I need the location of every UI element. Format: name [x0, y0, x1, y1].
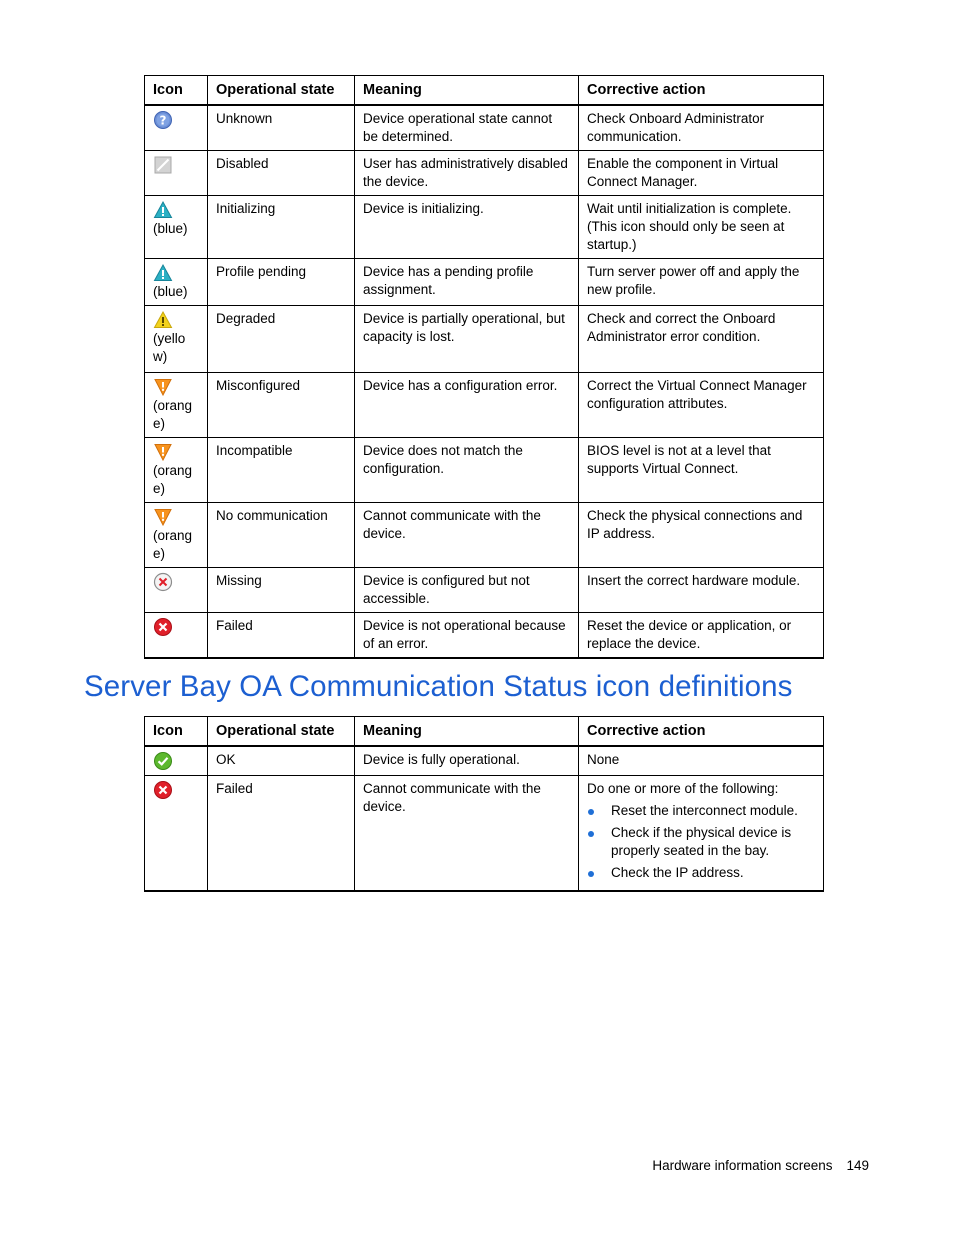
- meaning-cell: Device is not operational because of an error.: [355, 613, 579, 659]
- meaning-cell: Cannot communicate with the device.: [355, 776, 579, 892]
- table-row: [145, 568, 824, 613]
- icon-color-note: (orange): [153, 463, 193, 496]
- warning-triangle-blue-icon: [153, 263, 173, 283]
- action-cell: [579, 776, 824, 892]
- table-row: [145, 105, 824, 151]
- action-cell: Insert the correct hardware module.: [579, 568, 824, 613]
- action-cell: Check Onboard Administrator communication.: [579, 105, 824, 151]
- action-cell: Wait until initialization is complete. (This icon should only be seen at startup.): [579, 196, 824, 259]
- unknown-icon: [153, 110, 173, 130]
- header-meaning: Meaning: [355, 717, 579, 747]
- warning-triangle-yellow-icon: [153, 310, 173, 330]
- meaning-cell: Cannot communicate with the device.: [355, 503, 579, 568]
- page-number: 149: [846, 1158, 869, 1173]
- table-row: [145, 196, 824, 259]
- ok-icon: [153, 751, 173, 771]
- header-corrective-action: Corrective action: [579, 717, 824, 747]
- warning-orange-icon: [153, 507, 173, 527]
- bullet-icon: [588, 831, 594, 837]
- failed-icon: [153, 780, 173, 800]
- list-item: Reset the interconnect module.: [587, 802, 815, 820]
- list-item: Check if the physical device is properly seated in the bay.: [587, 824, 815, 860]
- action-cell: Enable the component in Virtual Connect Manager.: [579, 151, 824, 196]
- state-cell: Disabled: [208, 151, 355, 196]
- state-cell: Failed: [208, 613, 355, 659]
- state-cell: Profile pending: [208, 259, 355, 306]
- icon-color-note: (blue): [153, 284, 188, 299]
- table-row: [145, 613, 824, 659]
- meaning-cell: Device is configured but not accessible.: [355, 568, 579, 613]
- action-cell: Check and correct the Onboard Administrator error condition.: [579, 306, 824, 373]
- warning-triangle-blue-icon: [153, 200, 173, 220]
- state-cell: OK: [208, 746, 355, 776]
- action-list: [587, 802, 815, 882]
- bullet-icon: [588, 871, 594, 877]
- action-cell: BIOS level is not at a level that supports Virtual Connect.: [579, 438, 824, 503]
- state-cell: Initializing: [208, 196, 355, 259]
- status-table: [144, 75, 824, 659]
- bullet-icon: [588, 809, 594, 815]
- header-icon: Icon: [145, 717, 208, 747]
- table-row: [145, 306, 824, 373]
- action-cell: Turn server power off and apply the new profile.: [579, 259, 824, 306]
- table-header-row: [145, 717, 824, 747]
- table-row: [145, 438, 824, 503]
- table-row: [145, 503, 824, 568]
- action-cell: None: [579, 746, 824, 776]
- page-footer: [652, 1158, 869, 1173]
- header-corrective-action: Corrective action: [579, 76, 824, 106]
- state-cell: Incompatible: [208, 438, 355, 503]
- table-header-row: [145, 76, 824, 106]
- meaning-cell: User has administratively disabled the device.: [355, 151, 579, 196]
- meaning-cell: Device is fully operational.: [355, 746, 579, 776]
- warning-orange-icon: [153, 377, 173, 397]
- footer-section-name: Hardware information screens: [652, 1158, 833, 1173]
- table-row: [145, 776, 824, 892]
- disabled-icon: [153, 155, 173, 175]
- state-cell: Misconfigured: [208, 373, 355, 438]
- header-operational-state: Operational state: [208, 717, 355, 747]
- header-operational-state: Operational state: [208, 76, 355, 106]
- warning-orange-icon: [153, 442, 173, 462]
- table-row: [145, 746, 824, 776]
- missing-icon: [153, 572, 173, 592]
- icon-color-note: (blue): [153, 221, 188, 236]
- state-cell: Unknown: [208, 105, 355, 151]
- action-cell: Check the physical connections and IP address.: [579, 503, 824, 568]
- icon-color-note: (orange): [153, 398, 193, 431]
- action-cell: Correct the Virtual Connect Manager configuration attributes.: [579, 373, 824, 438]
- meaning-cell: Device operational state cannot be determined.: [355, 105, 579, 151]
- meaning-cell: Device has a pending profile assignment.: [355, 259, 579, 306]
- header-icon: Icon: [145, 76, 208, 106]
- meaning-cell: Device does not match the configuration.: [355, 438, 579, 503]
- state-cell: Failed: [208, 776, 355, 892]
- meaning-cell: Device is partially operational, but capacity is lost.: [355, 306, 579, 373]
- header-meaning: Meaning: [355, 76, 579, 106]
- list-item: Check the IP address.: [587, 864, 815, 882]
- icon-color-note: (yellow): [153, 331, 186, 364]
- table-row: [145, 151, 824, 196]
- state-cell: Degraded: [208, 306, 355, 373]
- action-cell: Reset the device or application, or replace the device.: [579, 613, 824, 659]
- table-row: [145, 373, 824, 438]
- section-title: Server Bay OA Communication Status icon definitions: [84, 670, 793, 703]
- state-cell: No communication: [208, 503, 355, 568]
- state-cell: Missing: [208, 568, 355, 613]
- failed-icon: [153, 617, 173, 637]
- table-row: [145, 259, 824, 306]
- meaning-cell: Device is initializing.: [355, 196, 579, 259]
- meaning-cell: Device has a configuration error.: [355, 373, 579, 438]
- action-intro: Do one or more of the following:: [587, 781, 779, 796]
- icon-color-note: (orange): [153, 528, 193, 561]
- server-bay-status-table: [144, 716, 824, 892]
